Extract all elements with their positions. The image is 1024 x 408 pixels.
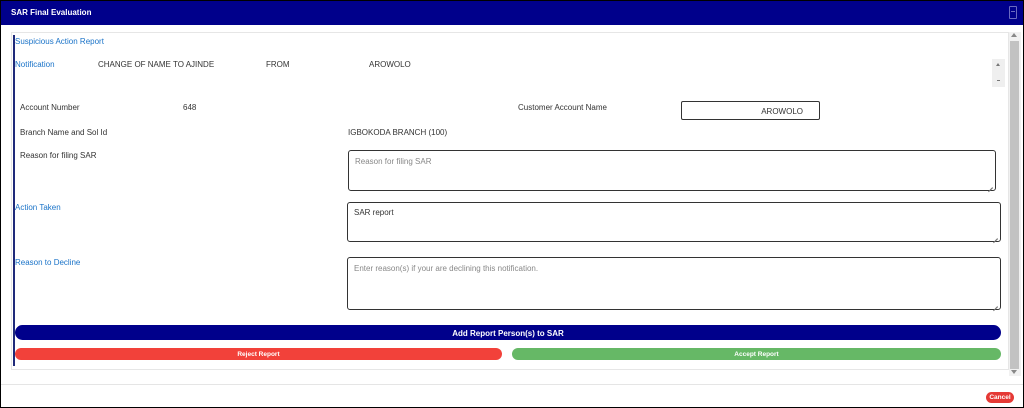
reason-filing-placeholder: Reason for filing SAR [355, 157, 432, 166]
notification-scroll-up-icon[interactable] [996, 63, 1000, 66]
reason-filing-input[interactable] [348, 150, 996, 191]
add-report-persons-button[interactable]: Add Report Person(s) to SAR [15, 325, 1001, 340]
resize-handle-icon[interactable] [987, 182, 993, 188]
branch-value: IGBOKODA BRANCH (100) [348, 128, 448, 137]
dialog-scrollbar-thumb[interactable] [1010, 41, 1019, 369]
window-menu-icon[interactable] [1009, 6, 1017, 19]
action-taken-value: SAR report [354, 208, 394, 217]
dialog-titlebar [1, 1, 1023, 25]
reason-decline-input[interactable] [347, 257, 1001, 310]
form-panel [11, 32, 1009, 370]
footer-divider [1, 384, 1023, 385]
reason-decline-placeholder: Enter reason(s) if your are declining this notification. [354, 264, 539, 273]
customer-account-name-label: Customer Account Name [518, 103, 607, 112]
resize-handle-icon[interactable] [992, 233, 998, 239]
notification-text: CHANGE OF NAME TO AJINDE [98, 60, 215, 69]
section-title: Suspicious Action Report [15, 37, 104, 46]
reject-report-button[interactable]: Reject Report [15, 348, 502, 360]
panel-left-border [13, 35, 15, 366]
action-taken-label: Action Taken [15, 203, 61, 212]
account-number-value: 648 [183, 103, 197, 112]
account-number-label: Account Number [20, 103, 80, 112]
customer-account-name-field[interactable] [681, 101, 820, 120]
dialog-title: SAR Final Evaluation [11, 8, 92, 17]
customer-account-name-value: AROWOLO [761, 107, 803, 116]
scroll-down-icon[interactable] [1011, 370, 1017, 374]
notification-label: Notification [15, 60, 55, 69]
notification-scroll-down-icon[interactable] [997, 80, 1000, 81]
reason-decline-label: Reason to Decline [15, 258, 81, 267]
scroll-up-icon[interactable] [1011, 33, 1017, 37]
branch-label: Branch Name and Sol Id [20, 128, 108, 137]
cancel-button[interactable]: Cancel [986, 392, 1014, 403]
notification-from-value: AROWOLO [369, 60, 411, 69]
reason-filing-label: Reason for filing SAR [20, 151, 97, 160]
resize-handle-icon[interactable] [992, 301, 998, 307]
action-taken-input[interactable] [347, 202, 1001, 242]
notification-from-label: FROM [266, 60, 290, 69]
accept-report-button[interactable]: Accept Report [512, 348, 1001, 360]
